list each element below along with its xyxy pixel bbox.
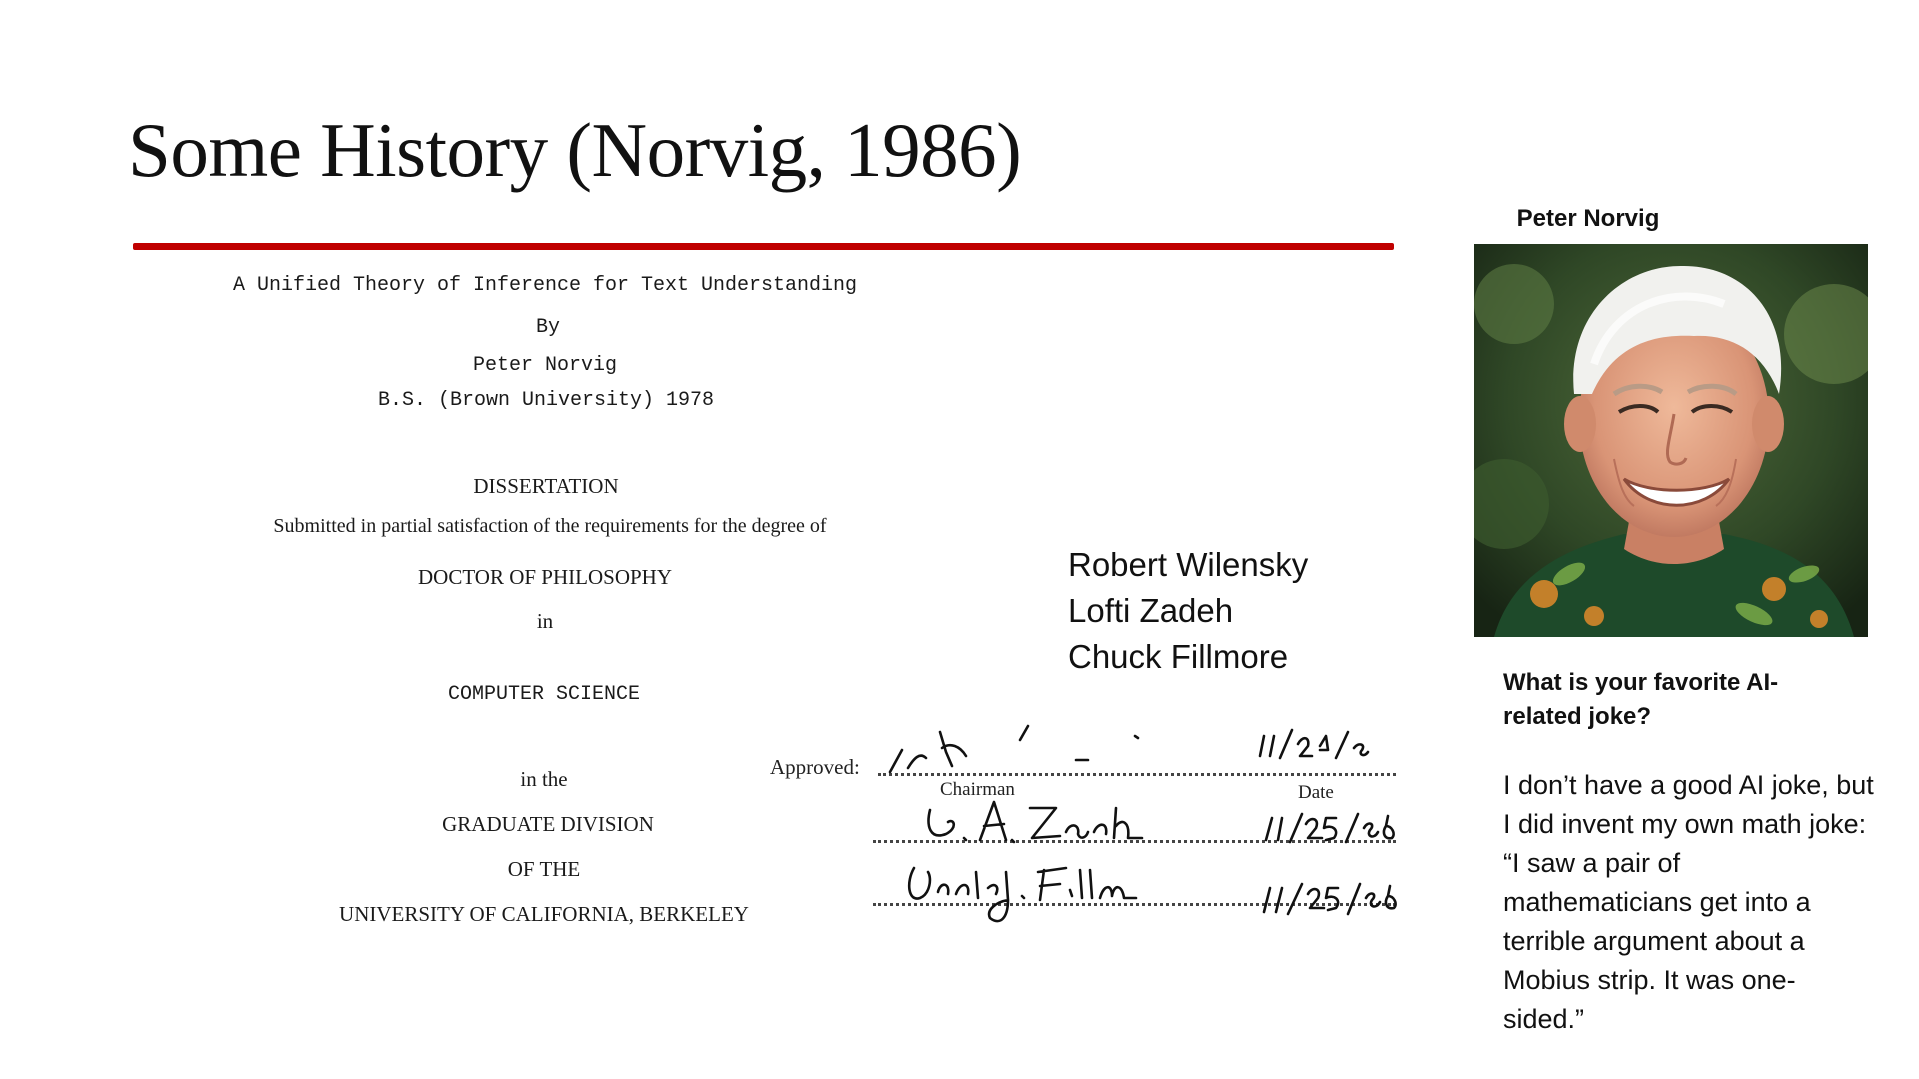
committee-list xyxy=(1068,542,1308,680)
date-label: Date xyxy=(1298,782,1334,803)
dissertation-of-the: OF THE xyxy=(507,857,581,881)
dissertation-submitted: Submitted in partial satisfaction of the requirements for the degree of xyxy=(273,515,827,537)
dissertation-author: Peter Norvig xyxy=(472,354,618,377)
dissertation-in-the: in the xyxy=(520,767,568,791)
committee-signatures-drawing xyxy=(880,722,1400,932)
dissertation-by: By xyxy=(535,316,561,339)
dissertation-title: A Unified Theory of Inference for Text Understanding xyxy=(232,274,858,297)
dissertation-field: COMPUTER SCIENCE xyxy=(447,683,641,706)
dissertation-degree: DOCTOR OF PHILOSOPHY xyxy=(418,565,672,589)
portrait-photo xyxy=(1474,244,1868,637)
committee-member: Robert Wilensky xyxy=(1068,546,1309,583)
dissertation-division: GRADUATE DIVISION xyxy=(442,812,654,836)
slide-title: Some History (Norvig, 1986) xyxy=(128,107,1022,193)
photo-caption: Peter Norvig xyxy=(1516,205,1660,232)
dissertation-type: DISSERTATION xyxy=(473,474,619,498)
joke-answer: I don’t have a good AI joke, but I did invent my own math joke: “I saw a pair of mathematicians get into a terrible argument about a Mobius strip. It was one-sided.” xyxy=(1503,770,1874,1034)
approved-label: Approved: xyxy=(770,755,860,779)
committee-member: Chuck Fillmore xyxy=(1068,638,1289,675)
committee-member: Lofti Zadeh xyxy=(1068,592,1234,629)
title-divider xyxy=(133,243,1394,250)
dissertation-prior-degree: B.S. (Brown University) 1978 xyxy=(377,389,715,412)
chairman-label: Chairman xyxy=(940,779,1015,800)
dissertation-in: in xyxy=(536,609,554,633)
dissertation-university: UNIVERSITY OF CALIFORNIA, BERKELEY xyxy=(339,902,749,926)
joke-question: What is your favorite AI-related joke? xyxy=(1503,669,1779,730)
